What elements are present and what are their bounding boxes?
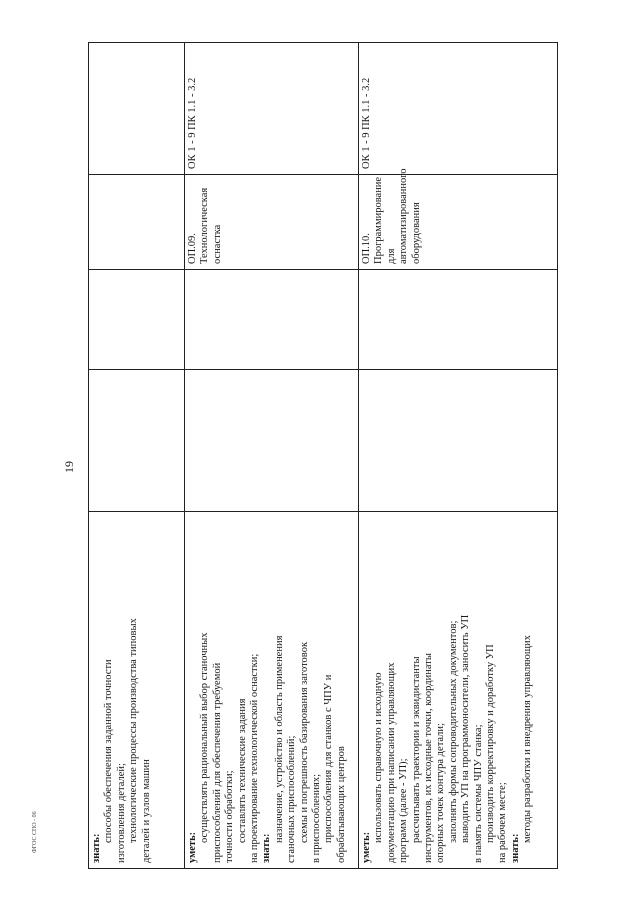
hours-cell [185, 270, 359, 370]
content-cell [185, 512, 359, 869]
content-line: заполнять формы сопроводительных документов; [447, 620, 459, 843]
table-row [89, 43, 185, 869]
content-cell [89, 512, 185, 869]
content-line: деталей и узлов машин [140, 759, 152, 863]
section-heading: уметь: [187, 831, 198, 863]
rotated-table-container [88, 43, 557, 869]
footer-code: ФГОС СПО - 06 [32, 811, 38, 853]
content-line: станочных приспособлений; [286, 735, 298, 863]
content-line: составлять технические задания [236, 698, 248, 843]
table-row [185, 43, 359, 869]
content-line: точности обработки; [224, 770, 236, 863]
content-line: приспособлений для обеспечения требуемой [211, 662, 223, 863]
content-line: способы обеспечения заданной точности [103, 659, 115, 843]
discipline-cell: ОП.10. Программирование для автоматизированного оборудования [359, 175, 558, 270]
content-line: на рабочем месте; [497, 782, 509, 863]
competencies-cell: ОК 1 - 9 ПК 1.1 - 3.2 [359, 43, 558, 175]
competencies-cell: ОК 1 - 9 ПК 1.1 - 3.2 [185, 43, 359, 175]
content-line: назначение, устройство и область применения [273, 635, 285, 843]
content-line: методы разработки и внедрения управляющих [522, 635, 534, 843]
hours-cell [89, 270, 185, 370]
content-line: документацию при написании управляющих [385, 662, 397, 863]
content-line: производить корректировку и доработку УП [485, 644, 497, 843]
discipline-cell [89, 175, 185, 270]
content-line: программ (далее - УП); [398, 758, 410, 863]
section-heading: уметь: [361, 831, 372, 863]
hours-max-cell [89, 370, 185, 512]
content-line: опорных точек контура детали; [435, 723, 447, 863]
section-heading: знать: [261, 833, 273, 863]
hours-max-cell [359, 370, 558, 512]
section-heading: знать: [509, 833, 521, 863]
content-line: на проектирование технологической оснастки; [249, 653, 261, 863]
page-number: 19 [62, 461, 76, 473]
content-line: использовать справочную и исходную [373, 672, 385, 843]
content-line: изготовления деталей; [115, 763, 127, 863]
hours-cell [359, 270, 558, 370]
content-line: выводить УП на программоносители, заносить УП [460, 614, 472, 843]
competencies-cell [89, 43, 185, 175]
content-line: технологические процессы производства типовых [128, 618, 140, 843]
content-line: в память системы ЧПУ станка; [472, 724, 484, 863]
content-line: рассчитывать траектории и эквидистанты [410, 656, 422, 843]
content-line: приспособления для станков с ЧПУ и [323, 674, 335, 843]
discipline-cell: ОП.09. Технологическая оснастка [185, 175, 359, 270]
content-line: осуществлять рациональный выбор станочных [199, 632, 211, 843]
content-cell [359, 512, 558, 869]
content-line: обрабатывающих центров [335, 746, 347, 863]
table-row [359, 43, 558, 869]
hours-max-cell [185, 370, 359, 512]
content-line: схемы и погрешность базирования заготовок [298, 641, 310, 843]
section-heading: знать: [91, 833, 102, 863]
curriculum-table [88, 42, 558, 869]
content-line: в приспособлениях; [311, 774, 323, 863]
content-line: инструментов, их исходные точки, координаты [423, 653, 435, 863]
